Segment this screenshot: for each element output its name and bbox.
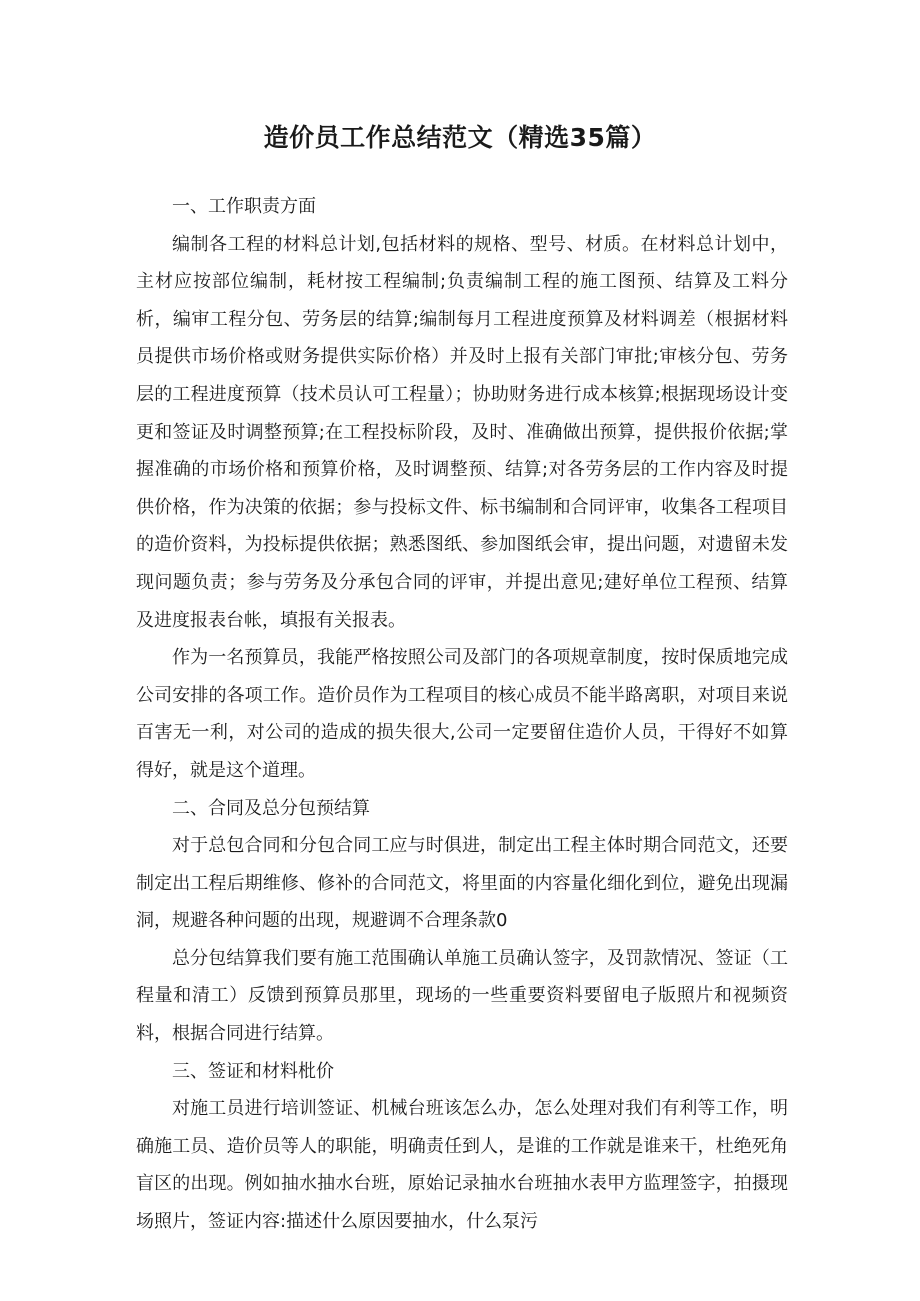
section-heading-visas: 三、签证和材料枇价 xyxy=(172,1060,334,1082)
section-heading-contracts: 二、合同及总分包预结算 xyxy=(172,797,370,819)
document-body xyxy=(136,188,788,1241)
paragraph-duties-list: 编制各工程的材料总计划,包括材料的规格、型号、材质。在材料总计划中，主材应按部位编制，耗材按工程编制;负责编制工程的施工图预、结算及工料分析，编审工程分包、劳务层的结算;编制每月工程进度预算及材料调差（根据材料员提供市场价格或财务提供实际价格）并及时上报有关部门审批;审核分包、劳务层的工程进度预算（技术员认可工程量）；协助财务进行成本核算;根据现场设计变更和签证及时调整预算;在工程投标阶段，及时、准确做出预算，提供报价依据;掌握准确的市场价格和预算价格，及时调整预、结算;对各劳务层的工作内容及时提供价格，作为决策的依据；参与投标文件、标书编制和合同评审，收集各工程项目的造价资料，为投标提供依据；熟悉图纸、参加图纸会审，提出问题，对遗留未发现问题负责；参与劳务及分承包合同的评审，并提出意见;建好单位工程预、结算及进度报表台帐，填报有关报表。 xyxy=(136,233,788,631)
paragraph-contract-templates: 对于总包合同和分包合同工应与时俱进，制定出工程主体时期合同范文，还要制定出工程后期维修、修补的合同范文，将里面的内容量化细化到位，避免出现漏洞，规避各种问题的出现，规避调不合理条款0 xyxy=(136,835,788,932)
paragraph-budgeter-role: 作为一名预算员，我能严格按照公司及部门的各项规章制度，按时保质地完成公司安排的各项工作。造价员作为工程项目的核心成员不能半路离职，对项目来说百害无一利，对公司的造成的损失很大,公司一定要留住造价人员，干得好不如算得好，就是这个道理。 xyxy=(136,647,788,781)
paragraph-visa-training: 对施工员进行培训签证、机械台班该怎么办，怎么处理对我们有利等工作，明确施工员、造价员等人的职能，明确责任到人，是谁的工作就是谁来干，杜绝死角盲区的出现。例如抽水抽水台班，原始记录抽水台班抽水表甲方监理签字，拍摄现场照片，签证内容:描述什么原因要抽水，什么泵污 xyxy=(136,1098,788,1233)
page-title: 造价员工作总结范文（精选35篇） xyxy=(263,123,657,152)
section-heading-duties: 一、工作职责方面 xyxy=(172,196,316,217)
paragraph-subcontract-settlement: 总分包结算我们要有施工范围确认单施工员确认签字，及罚款情况、签证（工程量和清工）反馈到预算员那里，现场的一些重要资料要留电子版照片和视频资料，根据合同进行结算。 xyxy=(136,947,788,1045)
